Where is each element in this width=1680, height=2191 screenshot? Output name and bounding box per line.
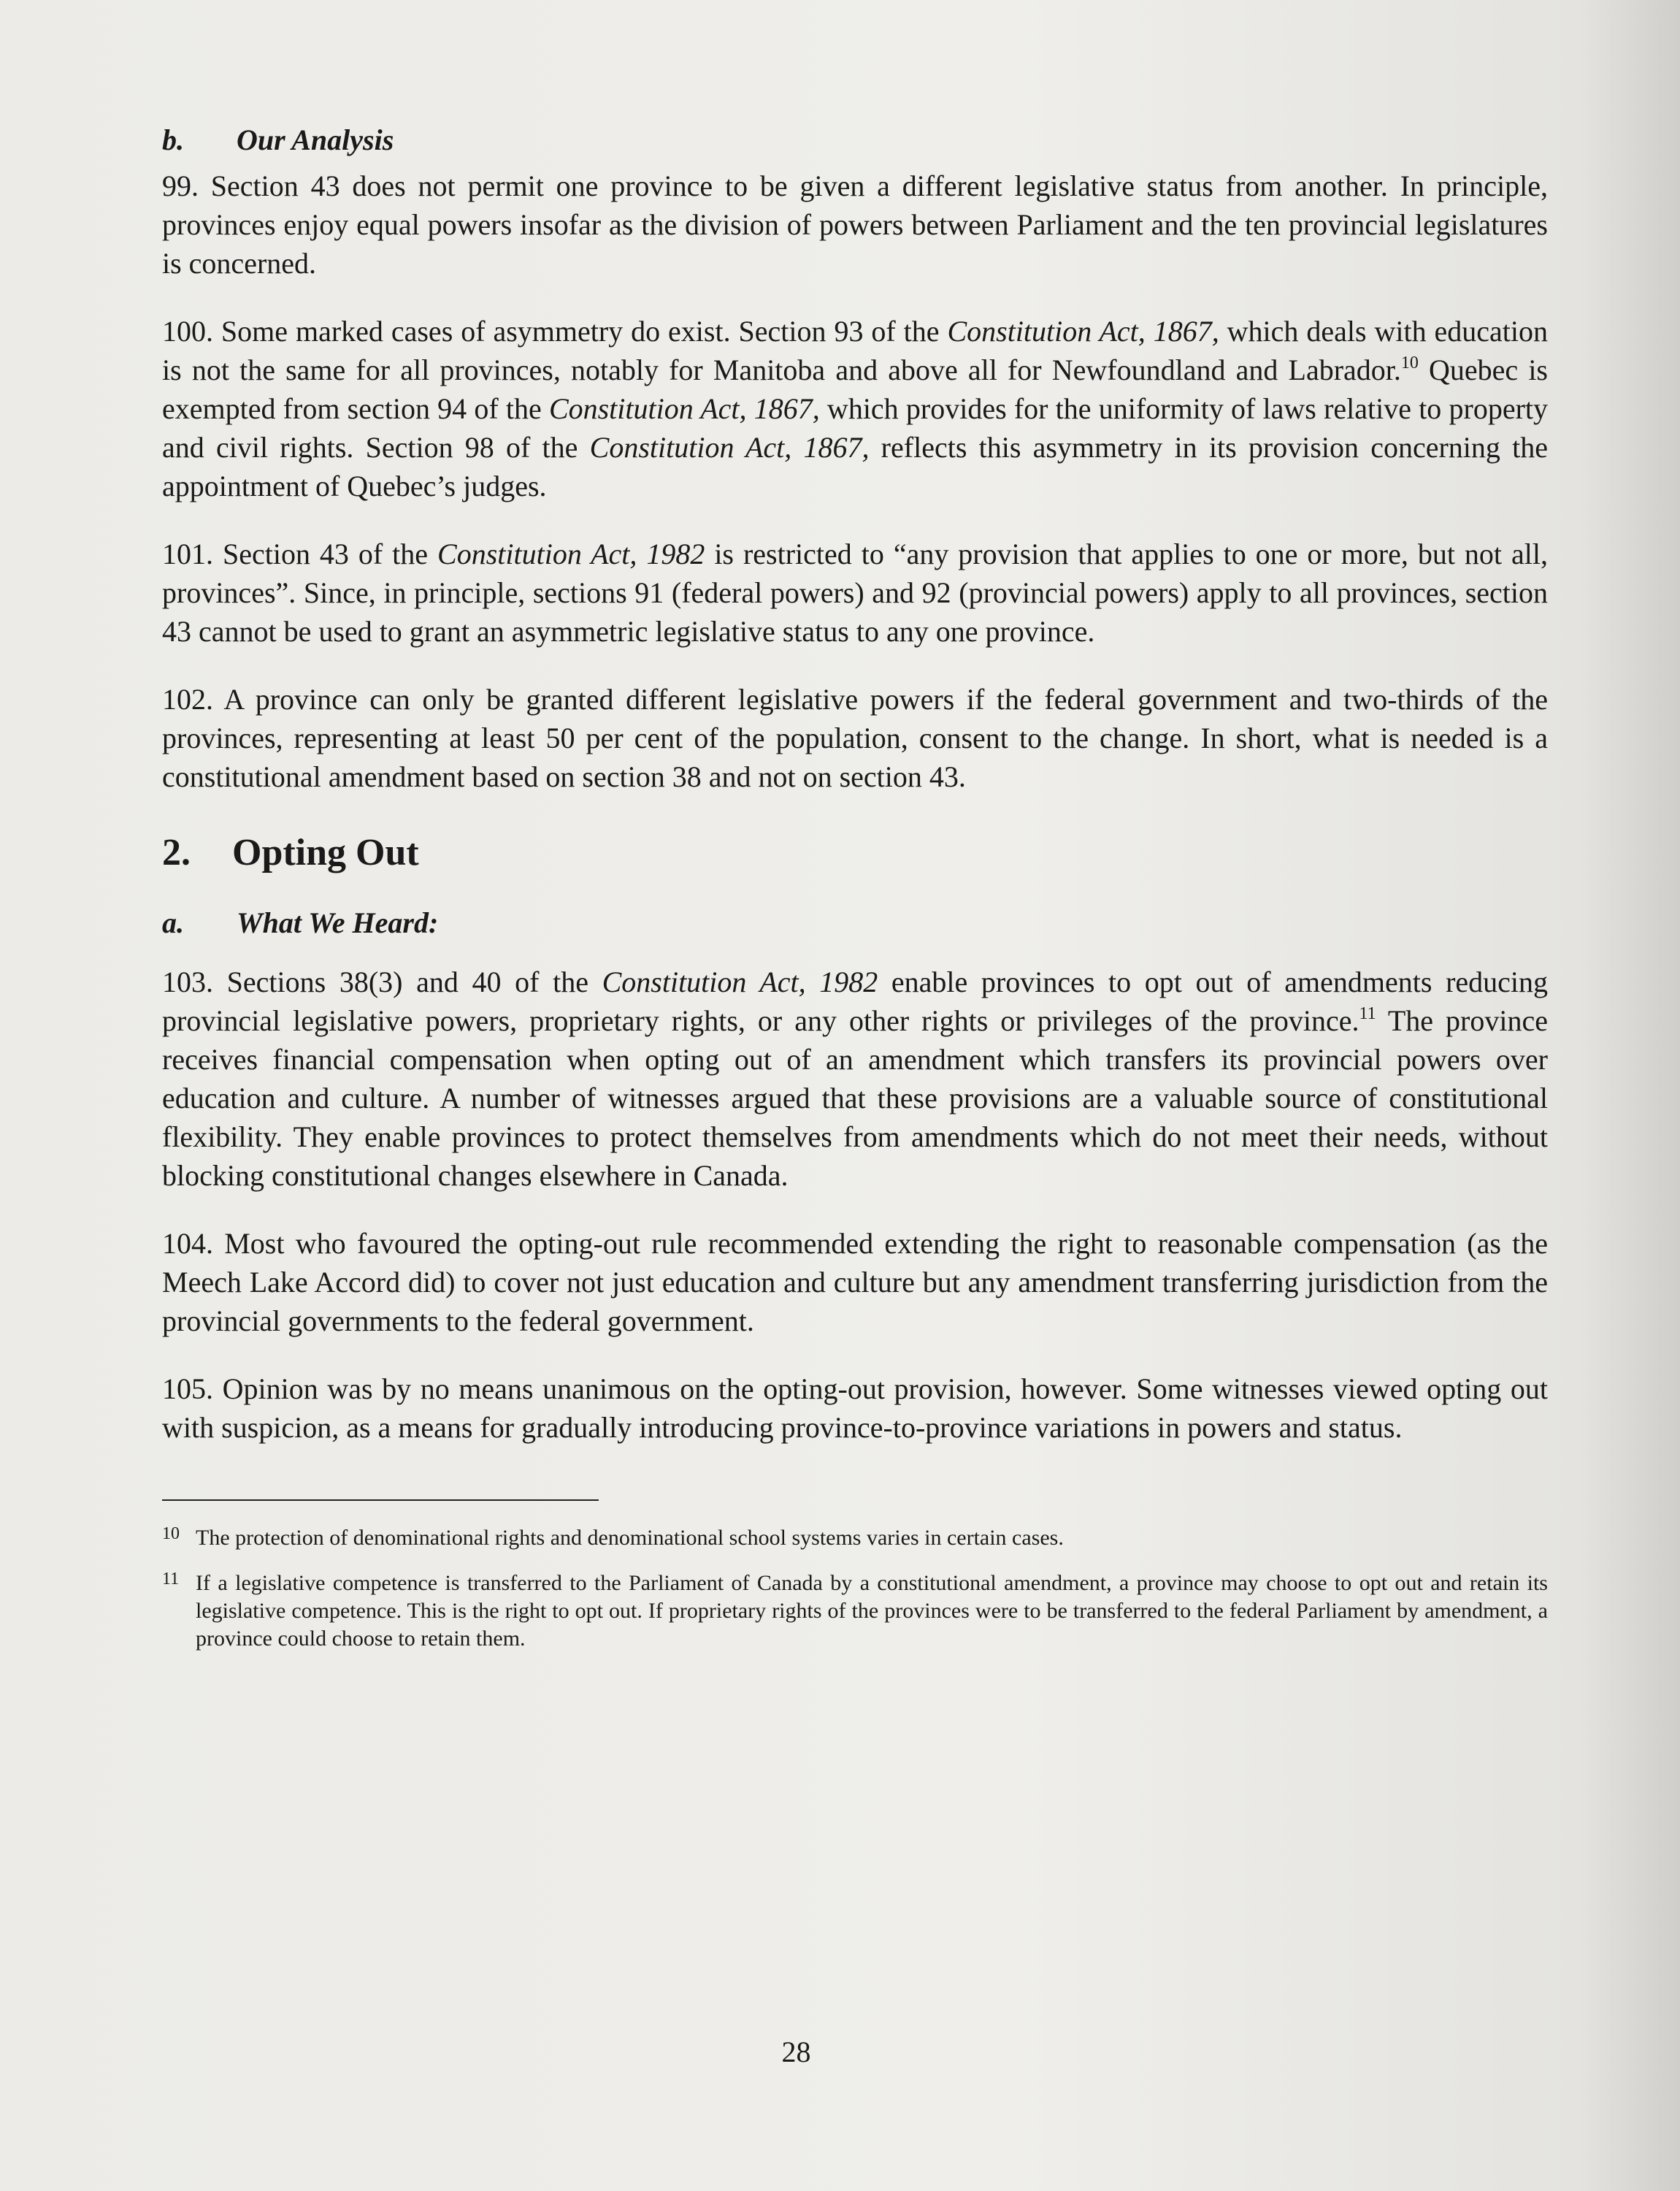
page-number: 28 [781, 2035, 811, 2068]
paragraph-text: reflects this asymmetry in its provision concerning the appointment of Quebec’s judges. [162, 431, 1548, 502]
footnote-divider [162, 1499, 599, 1501]
paragraph-text: which deals with education is not the same for all provinces, notably for Manitoba and above all for Newfoundland and Labrador. [162, 315, 1549, 386]
footnote-ref-10: 10 [1400, 353, 1419, 372]
footnote-number: 11 [162, 1569, 180, 1588]
paragraph-text: which provides for the uniformity of laws relative to property and civil rights. Section 98 of the [162, 392, 1549, 464]
subheading-letter: a. [162, 906, 184, 939]
footnote-text: The protection of denominational rights and denominational school systems varies in certain cases. [196, 1526, 1064, 1550]
paragraph-103 [162, 963, 1548, 1195]
paragraph-text: Quebec is exempted from section 94 of the [162, 353, 1549, 425]
section-number: 2. [162, 832, 191, 873]
paragraph-105: 105. Opinion was by no means unanimous on the opting-out provision, however. Some witnesses viewed opting out with suspicion, as a means for gradually introducing province-to-province variations in powers and status. [162, 1372, 1548, 1444]
subheading-what-we-heard [162, 906, 1548, 963]
act-title: Constitution Act, 1867, [589, 431, 870, 464]
paragraph-104: 104. Most who favoured the opting-out rule recommended extending the right to reasonable compensation (as the Meech Lake Accord did) to cover not just education and culture but any amendment transferring jurisdiction from the provincial governments to the federal government. [162, 1227, 1548, 1337]
footnote-text: If a legislative competence is transferred to the Parliament of Canada by a constitutional amendment, a province may choose to opt out and retain its legislative competence. This is the right to opt out. If proprietary rights of the provinces were to be transferred to the federal Parliament by amendment, a province could choose to retain them. [196, 1571, 1548, 1651]
footnote-10 [162, 1520, 1548, 1552]
paragraph-99: 99. Section 43 does not permit one province to be given a different legislative status from another. In principle, provinces enjoy equal powers insofar as the division of powers between Parliament and the ten provincial legislatures is concerned. [162, 169, 1548, 280]
paragraph-100 [162, 312, 1548, 505]
page-content [162, 123, 1548, 1666]
subheading-title: What We Heard: [237, 906, 439, 939]
paragraph-text: The province receives financial compensation when opting out of an amendment which transfers its provincial powers over education and culture. A number of witnesses argued that these provisions are a valuable source of constitutional flexibility. They enable provinces to protect themselves from amendments which do not meet their needs, without blocking constitutional changes elsewhere in Canada. [162, 1004, 1549, 1192]
act-title: Constitution Act, 1982 [602, 966, 878, 998]
act-title: Constitution Act, 1867, [548, 392, 820, 425]
paragraph-text: enable provinces to opt out of amendments reducing provincial legislative powers, proprietary rights, or any other rights or privileges of the province. [162, 966, 1549, 1037]
act-title: Constitution Act, 1867, [947, 315, 1219, 348]
act-title: Constitution Act, 1982 [437, 538, 705, 570]
subheading-our-analysis [162, 123, 1548, 167]
paragraph-102: 102. A province can only be granted different legislative powers if the federal government and two-thirds of the provinces, representing at least 50 per cent of the population, consent to the change. In short, what is needed is a constitutional amendment based on section 38 and not on section 43. [162, 683, 1548, 793]
subheading-letter: b. [162, 123, 184, 156]
section-heading-opting-out [162, 831, 1548, 881]
footnote-11 [162, 1565, 1548, 1653]
footnote-ref-11: 11 [1359, 1004, 1376, 1023]
section-title: Opting Out [232, 832, 419, 873]
paragraph-text: 103. Sections 38(3) and 40 of the [162, 966, 602, 998]
paragraph-text: 101. Section 43 of the [162, 538, 438, 570]
footnote-number: 10 [162, 1524, 180, 1543]
paragraph-text: 100. Some marked cases of asymmetry do exist. Section 93 of the [162, 315, 948, 348]
subheading-title: Our Analysis [237, 123, 394, 156]
paragraph-101 [162, 535, 1548, 651]
paragraph-text: is restricted to “any provision that applies to one or more, but not all, provinces”. Since, in principle, sections 91 (federal powers) and 92 (provincial powers) apply to all provinces, section 43 cannot be used to grant an asymmetric legislative status to any one province. [162, 538, 1548, 648]
